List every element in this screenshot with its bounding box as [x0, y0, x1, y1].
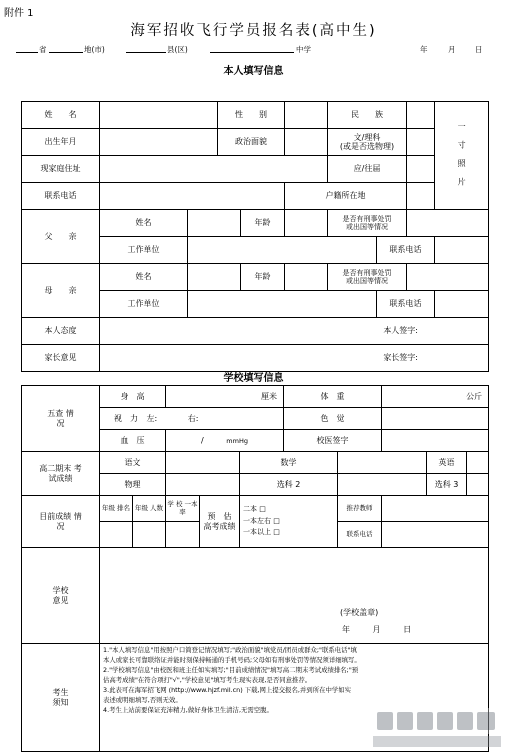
elective3-field[interactable]	[467, 474, 489, 496]
note-line: 1."本人填写信息"用按照户口简登记情况填写;"政治面貌"填党员/团员或群众;"联系电话"填	[103, 646, 357, 654]
estimate-label: 预 估 高考成绩	[200, 496, 240, 548]
elective3-label: 选科 3	[427, 474, 467, 496]
vision-right: 右:	[187, 413, 199, 423]
header-county: 县(区)	[167, 45, 188, 54]
section-personal-heading: 本人填写信息	[223, 66, 284, 77]
ethnicity-label: 民 族	[328, 102, 407, 129]
bp-label: 血 压	[100, 430, 166, 452]
section-school-heading: 学校填写信息	[223, 373, 284, 384]
track-line2: (或是否选物理)	[339, 142, 395, 151]
weight-label: 体 重	[284, 386, 382, 408]
parent-opinion-field[interactable]	[100, 345, 489, 372]
school-info-table	[21, 385, 489, 752]
photo-box[interactable]: 一 寸 照 片	[435, 102, 489, 210]
political-field[interactable]	[285, 129, 328, 156]
opinion-date	[342, 625, 411, 634]
mother-age-label: 年龄	[241, 264, 285, 291]
attitude-label: 本人态度	[22, 318, 100, 345]
stamp-label: (学校盖章)	[340, 608, 379, 617]
chinese-label: 语文	[100, 452, 166, 474]
tier-field[interactable]	[166, 522, 200, 548]
bp-slash: /	[201, 435, 204, 445]
english-label: 英语	[427, 452, 467, 474]
color-label: 色 觉	[284, 408, 382, 430]
opinion-field[interactable]	[100, 548, 489, 644]
mother-work-label: 工作单位	[100, 291, 188, 318]
hukou-label: 户籍所在地	[285, 183, 407, 210]
opinion-year: 年	[342, 625, 350, 634]
header-line	[0, 44, 507, 56]
mother-criminal-label	[328, 264, 407, 291]
mother-age-field[interactable]	[285, 264, 328, 291]
birth-field[interactable]	[100, 129, 218, 156]
attachment-label: 附件 1	[4, 8, 34, 19]
note-line: 表述或明细填写,否则无效。	[103, 695, 182, 704]
count-field[interactable]	[133, 522, 166, 548]
math-label: 数学	[240, 452, 338, 474]
current-label: 目前成绩 情 况	[22, 496, 100, 548]
opinion-day: 日	[403, 625, 412, 634]
father-name-label: 姓名	[100, 210, 188, 237]
teacher-label: 推荐教师	[338, 496, 382, 522]
weight-field[interactable]	[382, 386, 489, 408]
fresh-label: 应/往届	[328, 156, 407, 183]
track-label	[328, 129, 407, 156]
address-label: 现家庭住址	[22, 156, 100, 183]
gender-label: 性 别	[218, 102, 285, 129]
attitude-field[interactable]	[100, 318, 489, 345]
option-tier1-above[interactable]: 一本以上 □	[243, 528, 280, 537]
track-line1: 文/理科	[353, 132, 381, 142]
note-line: 3.此表可在海军招飞网 (http://www.hjzf.mil.cn) 下载,网上提交报名,并到所在中学如实	[103, 685, 352, 694]
father-criminal-field[interactable]	[407, 210, 489, 237]
hukou-field[interactable]	[407, 183, 435, 210]
address-field[interactable]	[100, 156, 328, 183]
rank-field[interactable]	[100, 522, 133, 548]
physics-label: 物理	[100, 474, 166, 496]
teacher-field[interactable]	[382, 496, 489, 522]
chinese-field[interactable]	[166, 452, 240, 474]
tier-label: 学 校 一本率	[166, 496, 200, 522]
color-field[interactable]	[382, 408, 489, 430]
estimate-options[interactable]	[240, 496, 338, 548]
exam-label: 五查 情况	[22, 386, 100, 452]
elective2-field[interactable]	[338, 474, 427, 496]
note-line: 估高考成绩"在符合项打"√","学校意见"填写考生现实表现,是否同意推荐。	[103, 675, 312, 684]
math-field[interactable]	[338, 452, 427, 474]
note-line: 2."学校填写信息"由校医和班主任如实填写;"目前成绩情况"填写高二期末考试成绩排名;"预	[103, 665, 359, 674]
doctor-sign-label: 校医签字	[284, 430, 382, 452]
phone-field[interactable]	[100, 183, 285, 210]
vision-label: 视 力	[114, 413, 138, 423]
height-label: 身 高	[100, 386, 166, 408]
opinion-month: 月	[372, 625, 381, 634]
bp-field[interactable]	[166, 430, 284, 452]
header-city: 地(市)	[84, 45, 105, 54]
mother-phone-label: 联系电话	[377, 291, 435, 318]
header-year: 年	[420, 45, 428, 54]
track-field[interactable]	[407, 129, 435, 156]
notice-content	[100, 644, 489, 752]
political-label: 政治面貌	[218, 129, 285, 156]
rank-label: 年级 排名	[100, 496, 133, 522]
notice-label: 考生 须知	[22, 644, 100, 752]
gender-field[interactable]	[285, 102, 328, 129]
father-criminal-line1: 是否有刑事处罚	[342, 214, 392, 223]
name-label: 姓 名	[22, 102, 100, 129]
father-phone-field[interactable]	[435, 237, 489, 264]
physics-field[interactable]	[166, 474, 240, 496]
bp-unit: mmHg	[226, 436, 248, 445]
page-title: 海军招收飞行学员报名表(高中生)	[130, 23, 377, 39]
father-criminal-line2: 或出国等情况	[346, 223, 389, 231]
father-name-field[interactable]	[188, 210, 241, 237]
grades-label: 高二期末 考试成绩	[22, 452, 100, 496]
header-month: 月	[448, 45, 456, 54]
header-province: 省	[39, 45, 47, 54]
father-criminal-label	[328, 210, 407, 237]
mother-name-field[interactable]	[188, 264, 241, 291]
mother-label: 母 亲	[22, 264, 100, 318]
teacher-phone-label: 联系电话	[338, 522, 382, 548]
parent-opinion-label: 家长意见	[22, 345, 100, 372]
self-sign-label: 本人签字:	[383, 326, 419, 336]
father-age-field[interactable]	[285, 210, 328, 237]
name-field[interactable]	[100, 102, 218, 129]
header-day: 日	[475, 45, 483, 54]
father-work-label: 工作单位	[100, 237, 188, 264]
father-phone-label: 联系电话	[377, 237, 435, 264]
father-work-field[interactable]	[188, 237, 377, 264]
mother-criminal-line2: 或出国等情况	[346, 277, 389, 285]
opinion-label: 学校 意见	[22, 548, 100, 644]
mother-phone-field[interactable]	[435, 291, 489, 318]
note-line: 4.考生上站前要保证充沛精力,做好身体卫生清洁,无需空腹。	[103, 705, 273, 714]
vision-row[interactable]	[100, 408, 284, 430]
count-label: 年级 人数	[133, 496, 166, 522]
english-field[interactable]	[467, 452, 489, 474]
doctor-sign-field[interactable]	[382, 430, 489, 452]
teacher-phone-field[interactable]	[382, 522, 489, 548]
elective2-label: 选科 2	[240, 474, 338, 496]
mother-name-label: 姓名	[100, 264, 188, 291]
header-school: 中学	[296, 45, 311, 54]
mother-criminal-field[interactable]	[407, 264, 489, 291]
parent-sign-label: 家长签字:	[383, 353, 419, 363]
fresh-field[interactable]	[407, 156, 435, 183]
father-age-label: 年龄	[241, 210, 285, 237]
option-tier1-around[interactable]: 一本左右 □	[243, 516, 280, 525]
birth-label: 出生年月	[22, 129, 100, 156]
option-tier2[interactable]: 二本 □	[243, 504, 266, 513]
vision-left: 左:	[146, 413, 158, 423]
father-label: 父 亲	[22, 210, 100, 264]
mother-criminal-line1: 是否有刑事处罚	[342, 268, 392, 277]
height-field[interactable]	[166, 386, 284, 408]
ethnicity-field[interactable]	[407, 102, 435, 129]
mother-work-field[interactable]	[188, 291, 377, 318]
personal-info-table	[21, 101, 489, 372]
phone-label: 联系电话	[22, 183, 100, 210]
kg-unit: 公斤	[466, 391, 483, 401]
note-line: 本人或家长可靠联络证并能时刻保持畅通的手机号码;父母如有刑事处罚等情况须详细填写。	[103, 655, 361, 664]
cm-unit: 厘米	[261, 391, 278, 401]
